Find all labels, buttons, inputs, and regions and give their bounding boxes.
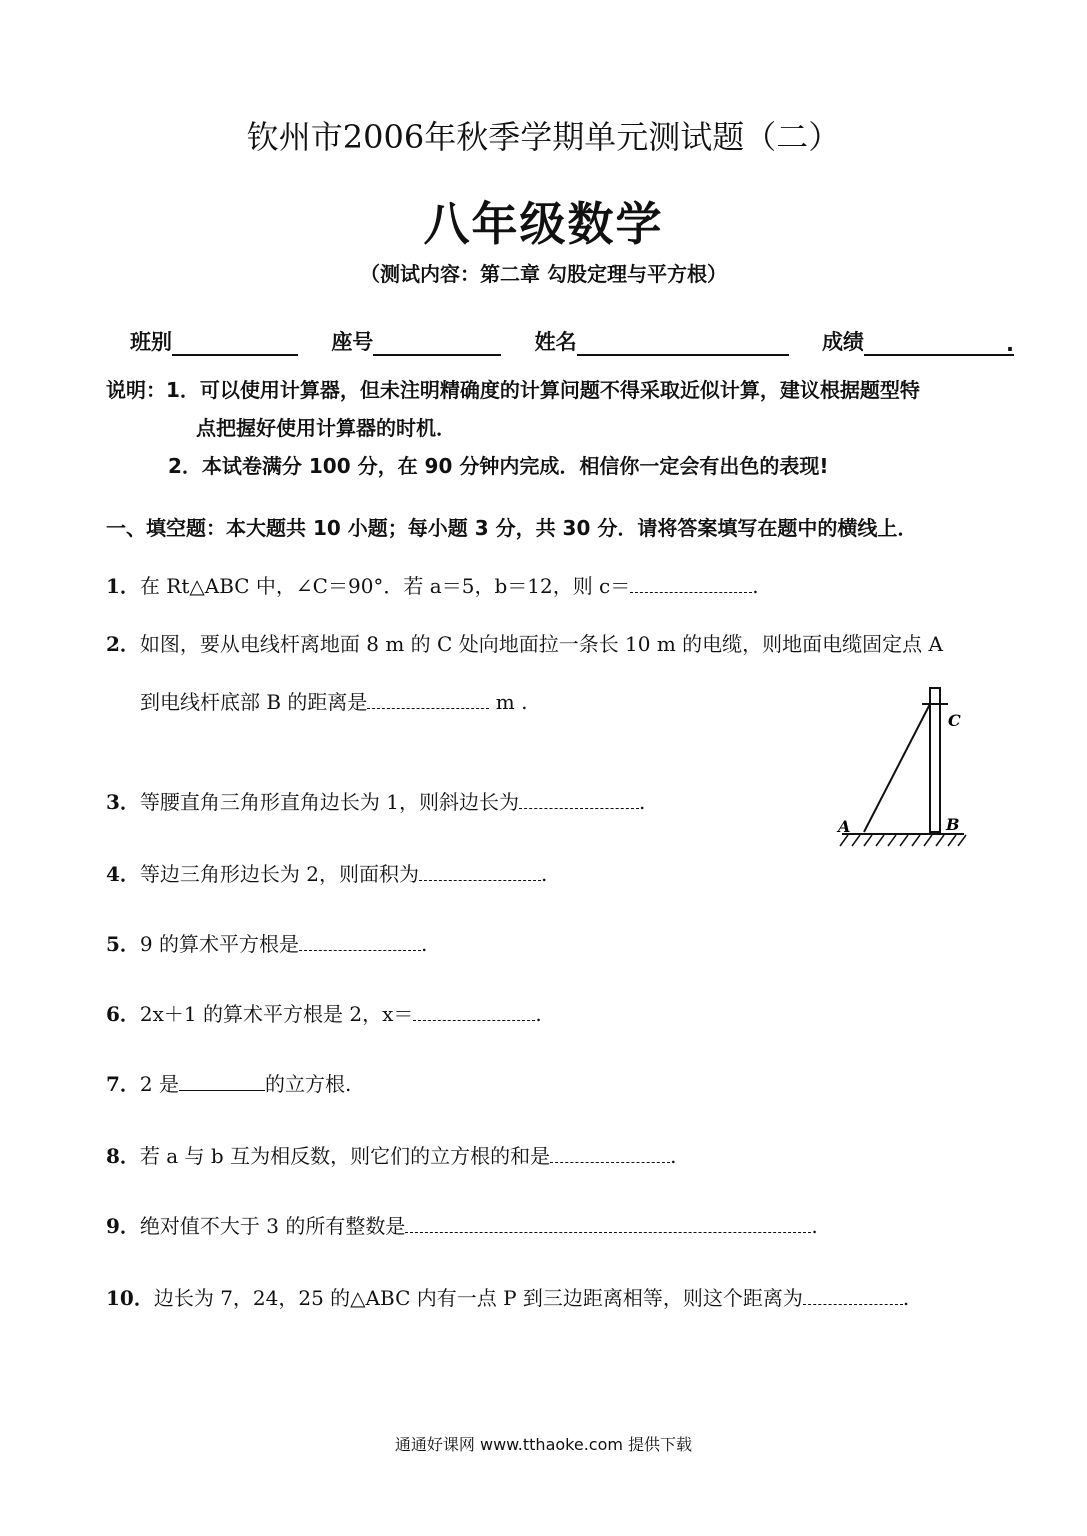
question-number: 6． xyxy=(106,1002,140,1026)
pole xyxy=(922,688,948,832)
question-text: 到电线杆底部 B 的距离是 xyxy=(140,690,368,714)
period: . xyxy=(421,932,428,956)
score-dot: . xyxy=(1005,332,1014,356)
footer-source: 通通好课网 www.tthaoke.com 提供下载 xyxy=(394,1435,693,1454)
question-number: 4． xyxy=(106,862,140,886)
question-5 xyxy=(106,928,427,957)
score-label: 成绩 xyxy=(821,330,864,354)
period: . xyxy=(902,1286,910,1310)
question-number: 9． xyxy=(106,1214,140,1238)
period: . xyxy=(541,862,548,886)
question-6 xyxy=(106,998,542,1027)
question-text: 等腰直角三角形直角边长为 1，则斜边长为 xyxy=(139,790,520,814)
question-4 xyxy=(106,858,547,887)
score-field[interactable] xyxy=(864,332,1014,356)
subject-heading: 八年级数学 xyxy=(423,197,664,251)
answer-blank-3[interactable] xyxy=(519,788,639,809)
period: . xyxy=(670,1144,677,1168)
question-number: 3． xyxy=(106,790,140,814)
note-1-line-2: 点把握好使用计算器的时机． xyxy=(196,416,456,440)
answer-blank-5[interactable] xyxy=(299,930,421,951)
section-1-heading: 一、填空题：本大题共 10 小题；每小题 3 分，共 30 分．请将答案填写在题中的横线上． xyxy=(106,516,918,540)
name-label: 姓名 xyxy=(534,330,577,354)
name-field[interactable] xyxy=(577,332,789,356)
question-8 xyxy=(106,1140,676,1169)
answer-blank-6[interactable] xyxy=(413,1000,535,1021)
test-scope: （测试内容：第二章 勾股定理与平方根） xyxy=(360,262,727,286)
class-field[interactable] xyxy=(172,332,298,356)
question-9 xyxy=(106,1210,818,1239)
answer-blank-1[interactable] xyxy=(630,572,752,593)
question-text: 绝对值不大于 3 的所有整数是 xyxy=(139,1214,406,1238)
question-text: 2 是 xyxy=(139,1072,180,1096)
question-10 xyxy=(106,1282,909,1311)
answer-blank-10[interactable] xyxy=(803,1284,903,1305)
question-text: 如图，要从电线杆离地面 8 m 的 C 处向地面拉一条长 10 m 的电缆，则地面电缆固定点 A xyxy=(139,632,943,656)
answer-blank-2[interactable] xyxy=(367,688,489,709)
exam-title: 钦州市2006年秋季学期单元测试题（二） xyxy=(246,118,841,156)
cable-line xyxy=(864,704,930,832)
answer-blank-7[interactable] xyxy=(179,1070,265,1091)
question-text: 2x＋1 的算术平方根是 2，x＝ xyxy=(139,1002,414,1026)
period: . xyxy=(639,790,646,814)
question-2 xyxy=(106,628,943,657)
student-info-row xyxy=(130,326,1014,356)
ground-hatching xyxy=(840,835,966,846)
label-c: C xyxy=(948,711,961,730)
question-text: 的立方根. xyxy=(265,1072,352,1096)
note-2: 2．本试卷满分 100 分，在 90 分钟内完成．相信你一定会有出色的表现! xyxy=(168,454,829,478)
answer-blank-8[interactable] xyxy=(550,1142,670,1163)
question-1 xyxy=(106,570,759,599)
unit-text: m . xyxy=(495,690,528,714)
period: . xyxy=(752,574,759,598)
seat-field[interactable] xyxy=(373,332,501,356)
question-number: 7． xyxy=(106,1072,140,1096)
question-2-line-2 xyxy=(140,686,527,715)
answer-blank-9[interactable] xyxy=(405,1212,811,1233)
question-text: 9 的算术平方根是 xyxy=(139,932,300,956)
period: . xyxy=(535,1002,542,1026)
question-number: 8． xyxy=(106,1144,140,1168)
seat-label: 座号 xyxy=(331,330,374,354)
question-text: 等边三角形边长为 2，则面积为 xyxy=(139,862,420,886)
question-3 xyxy=(106,786,645,815)
question-text: 边长为 7，24，25 的△ABC 内有一点 P 到三边距离相等，则这个距离为 xyxy=(153,1286,803,1310)
answer-blank-4[interactable] xyxy=(419,860,541,881)
question-number: 1． xyxy=(106,574,140,598)
question-number: 2． xyxy=(106,632,140,656)
question-text: 在 Rt△ABC 中，∠C＝90°．若 a＝5，b＝12，则 c＝ xyxy=(139,574,631,598)
question-number: 5． xyxy=(106,932,140,956)
label-a: A xyxy=(838,817,851,836)
question-7 xyxy=(106,1068,351,1097)
pole-diagram xyxy=(834,684,974,850)
label-b: B xyxy=(946,815,960,834)
note-1-line-1: 说明：1．可以使用计算器，但未注明精确度的计算问题不得采取近似计算，建议根据题型特 xyxy=(106,378,920,402)
question-number: 10． xyxy=(106,1286,154,1310)
class-label: 班别 xyxy=(130,330,172,354)
period: . xyxy=(811,1214,818,1238)
question-text: 若 a 与 b 互为相反数，则它们的立方根的和是 xyxy=(139,1144,551,1168)
